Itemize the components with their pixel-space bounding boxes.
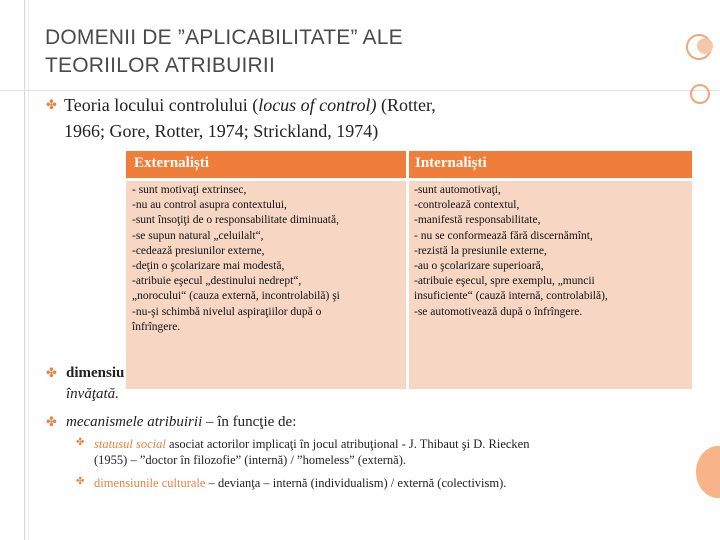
header-internalists: Internaliști xyxy=(415,155,487,171)
comparison-table xyxy=(126,151,692,389)
bullet-icon: ✤ xyxy=(46,415,57,430)
decor-dot-icon xyxy=(697,38,713,54)
title-line-2: TEORIILOR ATRIBUIRII xyxy=(45,54,275,77)
cultural-dimensions-term: dimensiunile culturale xyxy=(94,476,206,490)
bullet-icon: ✤ xyxy=(46,366,57,381)
header-separator xyxy=(126,178,692,181)
list-item: -manifestă responsabilitate, xyxy=(414,214,541,227)
list-item: -nu au control asupra contextului, xyxy=(132,199,287,212)
list-item: „norocului“ (cauza externă, incontrolabilă) şi xyxy=(132,290,340,303)
bullet1-line-2: 1966; Gore, Rotter, 1974; Strickland, 1974) xyxy=(64,121,379,141)
list-item: -nu-şi schimbă nivelul aspiraţiilor după o xyxy=(132,305,322,318)
list-item: -au o şcolarizare superioară, xyxy=(414,260,544,273)
decor-ring-small-icon xyxy=(690,84,710,104)
bullet1-text-b: (Rotter, xyxy=(376,95,436,115)
title-line-1: DOMENII DE ”APLICABILITATE” ALE xyxy=(45,26,403,49)
decor-blob-icon xyxy=(696,446,720,498)
sub-bullet-icon: ✤ xyxy=(76,476,85,487)
cell-externalists xyxy=(132,183,400,335)
left-border-line xyxy=(24,0,25,540)
header-externalists: Externaliști xyxy=(134,155,209,171)
bullet-locus-of-control xyxy=(64,92,684,144)
list-item: - sunt motivaţi extrinsec, xyxy=(132,184,247,196)
cell-internalists xyxy=(414,183,682,320)
slide-title xyxy=(45,24,565,80)
sub1-rest: asociat actorilor implicaţi în jocul atribuţional - J. Thibaut şi D. Riecken xyxy=(165,437,530,451)
list-item: -sunt însoţiţi de o responsabilitate diminuată, xyxy=(132,214,339,227)
sub-bullet-cultural-dimensions xyxy=(94,475,654,491)
list-item: -se automotivează după o înfrîngere. xyxy=(414,305,583,318)
social-status-term: statusul social xyxy=(94,437,166,451)
list-item: - nu se conformează fără discernămînt, xyxy=(414,229,593,242)
list-item: -atribuie eşecul „destinului nedrept“, xyxy=(132,275,302,288)
bullet3-italic: mecanismele atribuirii xyxy=(66,414,203,430)
list-item: înfrîngere. xyxy=(132,320,181,333)
list-item: -rezistă la presiunile externe, xyxy=(414,244,547,257)
list-item: -se supun natural „celuilalt“, xyxy=(132,229,264,242)
sub-bullet-icon: ✤ xyxy=(76,437,85,448)
list-item: -cedează presiunilor externe, xyxy=(132,244,265,257)
title-divider xyxy=(0,90,720,91)
bullet-dimension-line-2: învăţată. xyxy=(66,386,119,402)
left-border-line-inner xyxy=(28,0,29,540)
bullet1-italic: locus of control) xyxy=(258,95,377,115)
list-item: -controlează contextul, xyxy=(414,199,520,212)
column-separator xyxy=(406,151,409,389)
sub1-line-2: (1955) – ”doctor în filozofie” (internă) / ”homeless” (externă). xyxy=(94,453,407,467)
list-item: -atribuie eşecul, spre exemplu, „muncii xyxy=(414,275,595,288)
bullet-attribution-mechanisms xyxy=(66,412,686,432)
sub-bullet-social-status xyxy=(94,436,654,468)
list-item: -sunt automotivaţi, xyxy=(414,184,501,196)
bullet-icon: ✤ xyxy=(46,98,57,113)
bullet-dimension: dimensiu xyxy=(66,365,125,381)
sub2-rest: – devianţa – internă (individualism) / externă (colectivism). xyxy=(205,476,507,490)
table-header xyxy=(126,151,692,178)
list-item: insuficiente“ (cauză internă, controlabilă), xyxy=(414,290,608,303)
bullet3-rest: – în funcţie de: xyxy=(202,414,297,430)
list-item: -deţin o şcolarizare mai modestă, xyxy=(132,260,285,273)
bullet1-text-a: Teoria locului controlului ( xyxy=(64,95,259,115)
